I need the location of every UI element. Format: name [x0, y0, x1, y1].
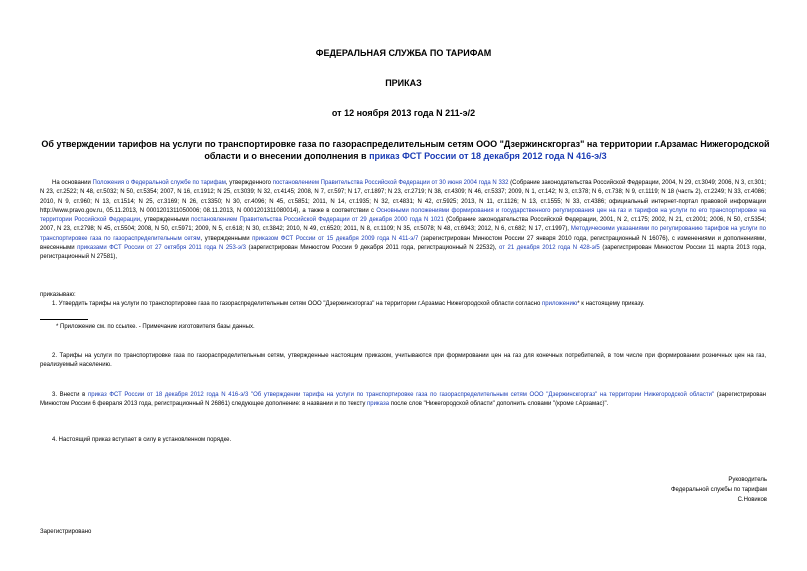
- item-2: 2. Тарифы на услуги по транспортировке газа по газораспределительным сетям, утвержденные настоящим приказом, учитываются при формировании цен на газ для конечных потребителей, в том числе при формировании розничных цен на газ, реализуемый населению.: [40, 353, 766, 369]
- item-1: [52, 300, 767, 309]
- link-regulation-fst[interactable]: Положения о Федеральной службе по тарифам: [92, 180, 226, 186]
- link-orders-253[interactable]: приказами ФСТ России от 27 октября 2011 года N 253-э/3: [77, 245, 246, 252]
- preamble-paragraph: [40, 179, 766, 263]
- footnote-divider: [40, 319, 88, 320]
- link-resolution-1021[interactable]: постановлением Правительства Российской Федерации от 29 декабря 2000 года N 1021: [191, 217, 444, 224]
- title-link-order-416[interactable]: приказ ФСТ России от 18 декабря 2012 года N 416-э/3: [369, 151, 607, 161]
- item-3-text-3: после слов "Нижегородской области" дополнить словами "(кроме г.Арзамас)".: [389, 401, 609, 408]
- item-1-text: 1. Утвердить тарифы на услуги по транспортировке газа по газораспределительным сетям ООО "Дзержинскгоргаз" на территории г.Арзамас Нижегородской области согласно: [52, 301, 542, 307]
- document-title: [40, 138, 771, 162]
- preamble-text-2: , утвержденного: [225, 180, 273, 186]
- link-order-text[interactable]: приказа: [366, 401, 390, 408]
- item-3: [40, 391, 766, 410]
- doc-type-heading: ПРИКАЗ: [385, 78, 422, 88]
- preamble-text-1: На основании: [52, 180, 93, 186]
- link-appendix[interactable]: приложению: [542, 301, 578, 307]
- preamble-text-8: (зарегистрирован Минюстом России 9 декабря 2011 года, регистрационный N 22532),: [245, 245, 500, 252]
- agency-heading: ФЕДЕРАЛЬНАЯ СЛУЖБА ПО ТАРИФАМ: [315, 48, 492, 58]
- date-number-heading: от 12 ноября 2013 года N 211-э/2: [331, 108, 476, 118]
- link-resolution-332[interactable]: постановлением Правительства Российской Федерации от 30 июня 2004 года N 332: [272, 180, 509, 186]
- preamble-text-5: (Собрание законодательства Российской Федерации, 2001, N 2, ст.175; 2002, N 21, ст.2001; 2006, N 50, ст.5354; 2007, N 23, ст.2798; N 45, ст.5504; 2008, N 50, ст.5971; 2009, N 5, ст.618; N 30, ст.3842; 2010, N 49, ст.6520; 2011, N 8, ст.1109; N 35, ст.5078; N 48, ст.6943; 2012, N 6, ст.682; N 17, ст.1997),: [40, 217, 767, 233]
- preamble-text-9: (зарегистрирован Минюстом России 11 марта 2013 года, регистрационный N 27581),: [40, 245, 766, 261]
- preamble-text-4: , утвержденными: [140, 217, 192, 224]
- item-3-text-1: 3. Внести в: [52, 392, 88, 398]
- preamble-text-6: , утвержденными: [200, 235, 253, 242]
- signature-name: С.Новиков: [737, 497, 767, 503]
- link-methodical-guidelines[interactable]: Методическими указаниями по регулированию тарифов на услуги по транспортировке газа по газораспределительным сетям: [40, 226, 766, 242]
- title-text: Об утверждении тарифов на услуги по транспортировке газа по газораспределительным сетям ООО "Дзержинскгоргаз" на территории г.Арзамас Нижегородской области и о внесении дополнения в: [41, 139, 770, 161]
- item-3-text-2: (зарегистрирован Минюстом России 6 февраля 2013 года, регистрационный N 26861) следующее дополнение: в названии и по тексту: [40, 392, 766, 408]
- item-4: 4. Настоящий приказ вступает в силу в установленном порядке.: [52, 437, 232, 443]
- signature-organization: Федеральной службы по тарифам: [671, 487, 767, 493]
- signature-title: Руководитель: [728, 477, 767, 483]
- footnote: * Приложение см. по ссылке. - Примечание изготовителя базы данных.: [56, 324, 255, 330]
- link-basic-provisions[interactable]: Основными положениями формирования и государственного регулирования цен на газ и тарифов на услуги по его транспортировке на территории Российской Федерации: [40, 207, 766, 224]
- registered-label: Зарегистрировано: [40, 529, 92, 535]
- link-order-411[interactable]: приказом ФСТ России от 15 декабря 2009 года N 411-э/7: [252, 235, 419, 242]
- link-order-428[interactable]: от 21 декабря 2012 года N 428-э/5: [499, 245, 600, 252]
- link-order-416-full[interactable]: приказ ФСТ России от 18 декабря 2012 года N 416-э/3 "Об утверждении тарифа на услуги по транспортировке газа по газораспределительным сетям ООО "Дзержинскгоргаз" на территории Нижегородской области": [87, 392, 715, 398]
- item-1-tail: * к настоящему приказу.: [577, 301, 645, 307]
- preamble-text-7: (зарегистрирован Минюстом России 27 января 2010 года, регистрационный N 16076), с изменениями и дополнениями, внесенными: [40, 235, 766, 252]
- order-word: приказываю:: [40, 292, 76, 298]
- preamble-text-3: (Собрание законодательства Российской Федерации, 2004, N 29, ст.3049; 2006, N 3, ст.301; N 23, ст.2522; N 48, ст.5032; N 50, ст.5354; 2007, N 16, ст.1912; N 25, ст.3039; N 32, ст.4145; 2008, N 7, ст.597; N 17, ст.1897; N 23, ст.2719; N 38, ст.4309; N 46, ст.5337; 2009, N 1, ст.142; N 3, ст.378; N 6, ст.738; N 9, ст.1119; N 18 (часть 2), ст.2249; N 33, ст.4086; 2010, N 9, ст.960; N 13, ст.1514; N 25, ст.3169; N 26, ст.3350; N 30, ст.4096; N 45, ст.5851; 2011, N 14, ст.1935; N 32, ст.4831; N 42, ст.5925; 2013, N 11, ст.1126; N 13, ст.1555; N 33, ст.4386; официальный интернет-портал правовой информации http://www.pravo.gov.ru, 05.11.2013, N 0001201311050006; 08.11.2013, N 0001201311080014), а также в соответствии с: [40, 180, 767, 214]
